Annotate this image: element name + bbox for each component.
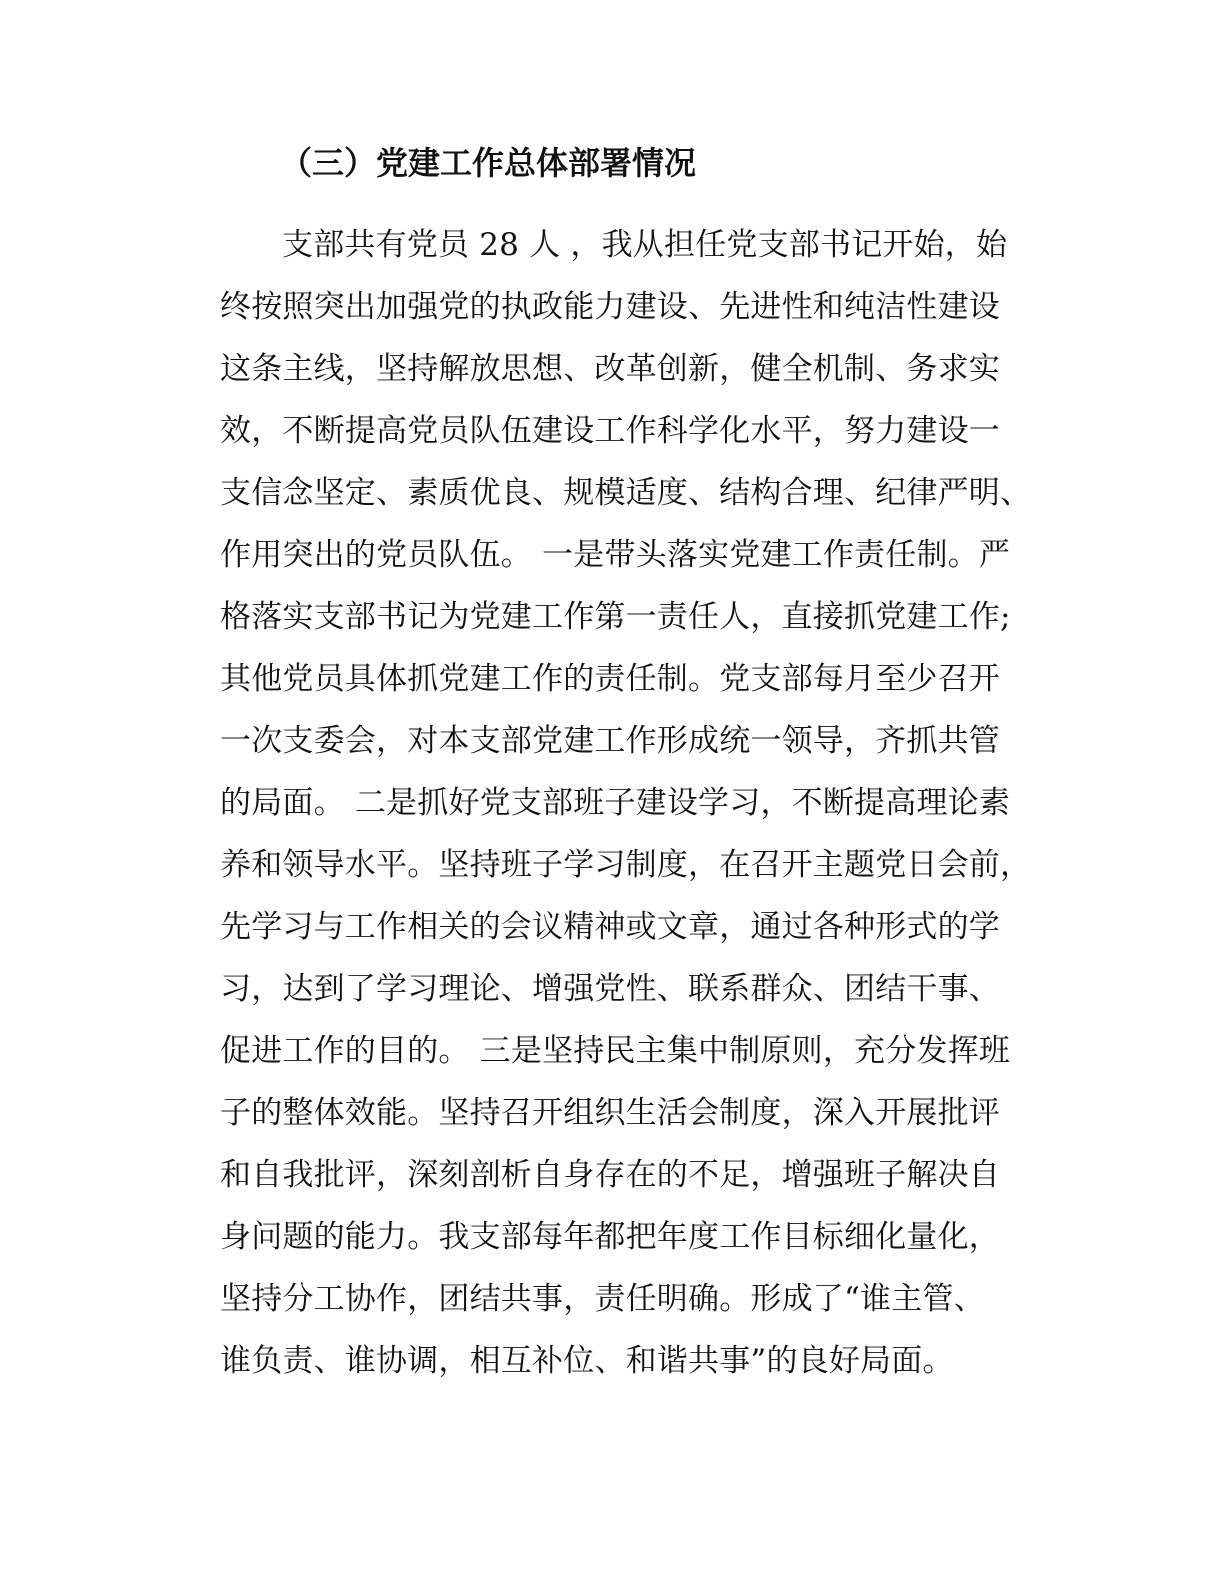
paragraph-line-5: 支信念坚定、素质优良、规模适度、结构合理、纪律严明、	[220, 475, 1032, 511]
paragraph-line-16: 和自我批评，深刻剖析自身存在的不足，增强班子解决自	[220, 1157, 1000, 1193]
paragraph-line-3: 这条主线，坚持解放思想、改革创新，健全机制、务求实	[220, 351, 1000, 387]
paragraph-line-14: 促进工作的目的。 三是坚持民主集中制原则，充分发挥班	[220, 1033, 1011, 1069]
paragraph-line-8: 其他党员具体抓党建工作的责任制。党支部每月至少召开	[220, 661, 1000, 697]
paragraph-line-17: 身问题的能力。我支部每年都把年度工作目标细化量化，	[220, 1219, 1000, 1255]
paragraph-line-9: 一次支委会，对本支部党建工作形成统一领导，齐抓共管	[220, 723, 1000, 759]
paragraph-line-15: 子的整体效能。坚持召开组织生活会制度，深入开展批评	[220, 1095, 1000, 1131]
paragraph-line-11: 养和领导水平。坚持班子学习制度，在召开主题党日会前，	[220, 847, 1032, 883]
paragraph-line-13: 习，达到了学习理论、增强党性、联系群众、团结干事、	[220, 971, 1000, 1007]
paragraph-line-10: 的局面。 二是抓好党支部班子建设学习，不断提高理论素	[220, 785, 1011, 821]
paragraph-line-1: 支部共有党员 28 人 ，我从担任党支部书记开始，始	[282, 227, 1008, 263]
paragraph-line-2: 终按照突出加强党的执政能力建设、先进性和纯洁性建设	[220, 289, 1000, 325]
paragraph-line-18: 坚持分工协作，团结共事，责任明确。形成了“谁主管、	[220, 1281, 985, 1317]
paragraph-line-4: 效，不断提高党员队伍建设工作科学化水平，努力建设一	[220, 413, 1000, 449]
paragraph-line-19: 谁负责、谁协调，相互补位、和谐共事”的良好局面。	[220, 1343, 954, 1379]
paragraph-line-7: 格落实支部书记为党建工作第一责任人，直接抓党建工作;	[220, 599, 1011, 635]
paragraph-line-12: 先学习与工作相关的会议精神或文章，通过各种形式的学	[220, 909, 1000, 945]
section-heading: （三）党建工作总体部署情况	[280, 144, 697, 182]
body-paragraph	[220, 214, 1040, 1392]
paragraph-line-6: 作用突出的党员队伍。 一是带头落实党建工作责任制。严	[220, 537, 1011, 573]
